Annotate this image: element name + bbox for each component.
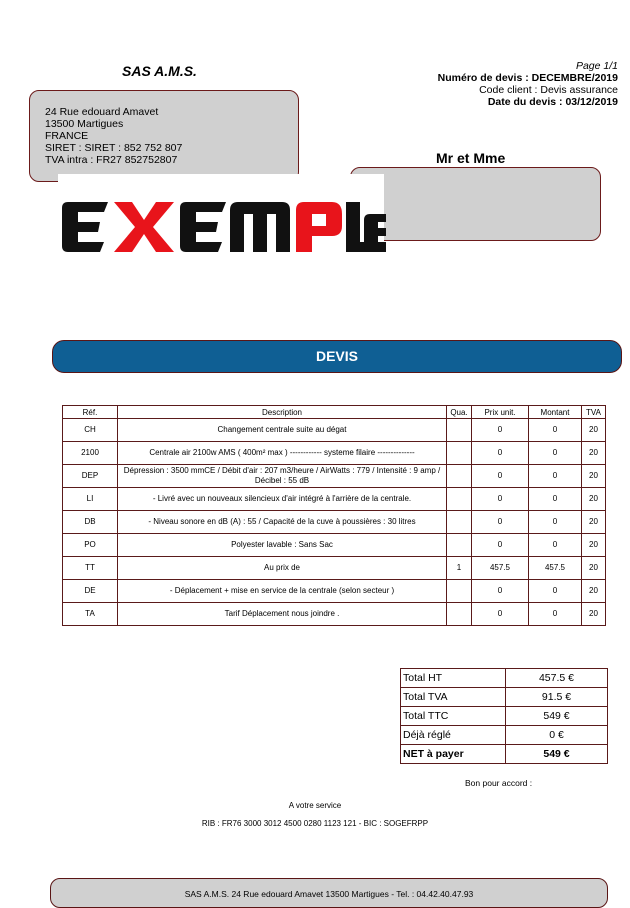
table-row <box>63 603 606 626</box>
cell-quantity <box>447 488 472 511</box>
cell-vat: 20 <box>582 511 606 534</box>
total-ttc-value: 549 € <box>506 707 608 726</box>
table-row <box>63 419 606 442</box>
cell-amount: 457.5 <box>529 557 582 580</box>
table-header-row <box>63 406 606 419</box>
cell-ref: DEP <box>63 465 118 488</box>
cell-quantity <box>447 580 472 603</box>
cell-description: Polyester lavable : Sans Sac <box>118 534 447 557</box>
cell-ref: DB <box>63 511 118 534</box>
quote-meta <box>438 60 618 108</box>
cell-ref: CH <box>63 419 118 442</box>
stamp-letter-m <box>230 202 290 252</box>
cell-unit-price: 0 <box>472 603 529 626</box>
cell-description: Dépression : 3500 mmCE / Débit d'air : 207 m3/heure / AirWatts : 779 / Intensité : 9 amp / Décibel : 55 dB <box>118 465 447 488</box>
total-ht-row <box>401 669 608 688</box>
cell-amount: 0 <box>529 442 582 465</box>
cell-vat: 20 <box>582 603 606 626</box>
header-amount: Montant <box>529 406 582 419</box>
approval-label: Bon pour accord : <box>465 778 533 788</box>
quote-number: Numéro de devis : DECEMBRE/2019 <box>437 72 618 84</box>
table-row <box>63 557 606 580</box>
cell-unit-price: 0 <box>472 580 529 603</box>
cell-quantity <box>447 511 472 534</box>
cell-ref: TT <box>63 557 118 580</box>
cell-amount: 0 <box>529 534 582 557</box>
total-ttc-label: Total TTC <box>401 707 506 726</box>
cell-description: Centrale air 2100w AMS ( 400m² max ) ------------ systeme filaire -------------- <box>118 442 447 465</box>
net-to-pay-row <box>401 745 608 764</box>
cell-ref: PO <box>63 534 118 557</box>
cell-amount: 0 <box>529 511 582 534</box>
header-description: Description <box>118 406 447 419</box>
cell-description: Tarif Déplacement nous joindre . <box>118 603 447 626</box>
page-number: Page 1/1 <box>575 60 618 72</box>
address-line: FRANCE <box>45 130 89 142</box>
header-vat: TVA <box>582 406 606 419</box>
footer-bar <box>50 878 608 908</box>
client-name: Mr et Mme <box>436 150 506 166</box>
cell-quantity <box>447 442 472 465</box>
total-tva-value: 91.5 € <box>506 688 608 707</box>
cell-amount: 0 <box>529 488 582 511</box>
stamp-letter-e2 <box>180 202 226 252</box>
cell-ref: LI <box>63 488 118 511</box>
company-address-box <box>29 90 299 182</box>
service-text: A votre service <box>288 801 342 810</box>
totals-table <box>400 668 608 764</box>
address-line: 24 Rue edouard Amavet <box>45 106 159 118</box>
cell-ref: DE <box>63 580 118 603</box>
client-code: Code client : Devis assurance <box>479 84 618 96</box>
net-to-pay-value: 549 € <box>506 745 608 764</box>
cell-vat: 20 <box>582 534 606 557</box>
table-row <box>63 488 606 511</box>
table-row <box>63 511 606 534</box>
cell-amount: 0 <box>529 465 582 488</box>
total-tva-label: Total TVA <box>401 688 506 707</box>
footer-text: SAS A.M.S. 24 Rue edouard Amavet 13500 Martigues - Tel. : 04.42.40.47.93 <box>184 889 474 899</box>
cell-vat: 20 <box>582 419 606 442</box>
table-row <box>63 465 606 488</box>
stamp-letter-x <box>114 202 174 252</box>
header-quantity: Qua. <box>447 406 472 419</box>
cell-vat: 20 <box>582 580 606 603</box>
address-line: SIRET : SIRET : 852 752 807 <box>45 142 183 154</box>
cell-description: Au prix de <box>118 557 447 580</box>
header-unit-price: Prix unit. <box>472 406 529 419</box>
cell-unit-price: 0 <box>472 534 529 557</box>
cell-description: - Niveau sonore en dB (A) : 55 / Capacité de la cuve à poussières : 30 litres <box>118 511 447 534</box>
cell-quantity: 1 <box>447 557 472 580</box>
total-ht-value: 457.5 € <box>506 669 608 688</box>
stamp-letter-e1 <box>62 202 108 252</box>
already-paid-value: 0 € <box>506 726 608 745</box>
cell-description: - Livré avec un nouveaux silencieux d'air intégré à l'arrière de la centrale. <box>118 488 447 511</box>
already-paid-row <box>401 726 608 745</box>
cell-quantity <box>447 465 472 488</box>
table-row <box>63 580 606 603</box>
cell-unit-price: 457.5 <box>472 557 529 580</box>
document-title: DEVIS <box>52 340 622 373</box>
address-line: 13500 Martigues <box>45 118 124 130</box>
stamp-letter-e3 <box>364 214 386 252</box>
cell-ref: TA <box>63 603 118 626</box>
total-tva-row <box>401 688 608 707</box>
quote-date: Date du devis : 03/12/2019 <box>487 96 618 108</box>
cell-quantity <box>447 419 472 442</box>
cell-unit-price: 0 <box>472 465 529 488</box>
net-to-pay-label: NET à payer <box>401 745 506 764</box>
cell-unit-price: 0 <box>472 442 529 465</box>
bank-details: RIB : FR76 3000 3012 4500 0280 1123 121 - BIC : SOGEFRPP <box>201 819 429 828</box>
total-ttc-row <box>401 707 608 726</box>
total-ht-label: Total HT <box>401 669 506 688</box>
header-ref: Réf. <box>63 406 118 419</box>
address-line: TVA intra : FR27 852752807 <box>45 154 178 166</box>
client-address-box <box>350 167 601 241</box>
exemple-stamp <box>60 200 386 256</box>
cell-vat: 20 <box>582 465 606 488</box>
cell-amount: 0 <box>529 603 582 626</box>
table-row <box>63 534 606 557</box>
cell-vat: 20 <box>582 442 606 465</box>
cell-vat: 20 <box>582 557 606 580</box>
cell-unit-price: 0 <box>472 488 529 511</box>
cell-description: - Déplacement + mise en service de la centrale (selon secteur ) <box>118 580 447 603</box>
cell-quantity <box>447 603 472 626</box>
table-row <box>63 442 606 465</box>
cell-vat: 20 <box>582 488 606 511</box>
company-name: SAS A.M.S. <box>122 63 197 79</box>
cell-description: Changement centrale suite au dégat <box>118 419 447 442</box>
cell-amount: 0 <box>529 580 582 603</box>
items-table <box>62 405 606 626</box>
cell-ref: 2100 <box>63 442 118 465</box>
cell-unit-price: 0 <box>472 419 529 442</box>
stamp-letter-p <box>296 202 342 252</box>
cell-quantity <box>447 534 472 557</box>
cell-amount: 0 <box>529 419 582 442</box>
already-paid-label: Déjà réglé <box>401 726 506 745</box>
cell-unit-price: 0 <box>472 511 529 534</box>
